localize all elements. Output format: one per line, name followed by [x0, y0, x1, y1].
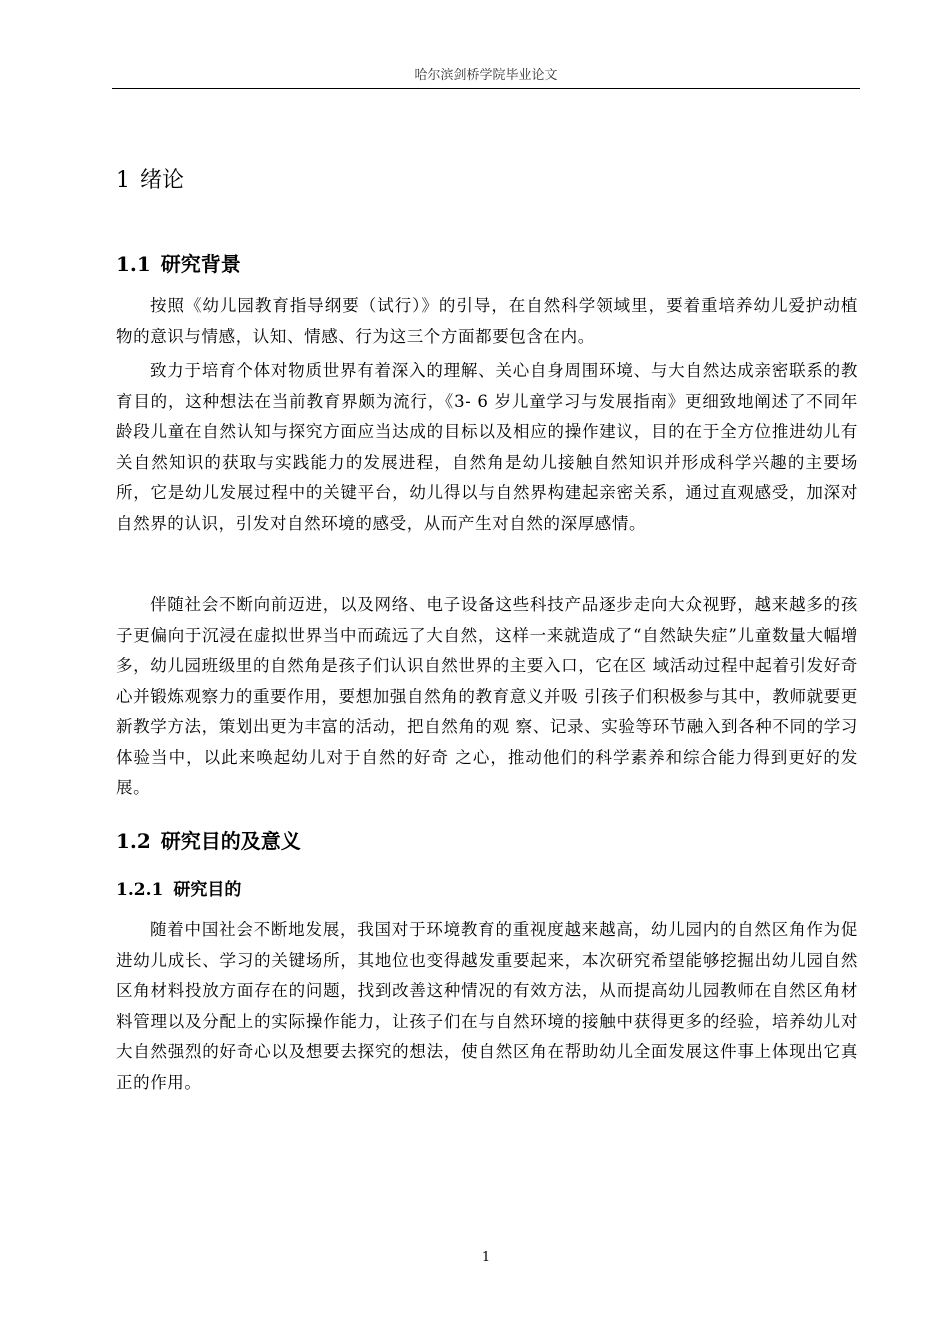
section-1-2-1-title: 研究目的: [173, 880, 242, 900]
section-1-1-heading: [116, 248, 241, 277]
paragraph: 按照《幼儿园教育指导纲要（试行）》的引导，在自然科学领域里，要着重培养幼儿爱护动植物的意识与情感，认知、情感、行为这三个方面都要包含在内。: [116, 296, 858, 346]
section-1-2-1-heading: [116, 875, 241, 900]
paragraph: 随着中国社会不断地发展，我国对于环境教育的重视度越来越高，幼儿园内的自然区角作为促进幼儿成长、学习的关键场所，其地位也变得越发重要起来，本次研究希望能够挖掘出幼儿园自然区角材料投放方面存在的问题，找到改善这种情况的有效方法，从而提高幼儿园教师在自然区角材料管理以及分配上的实际操作能力，让孩子们在与自然环境的接触中获得更多的经验，培养幼儿对大自然强烈的好奇心以及想要去探究的想法，使自然区角在帮助幼儿全面发展这件事上体现出它真正的作用。: [116, 920, 858, 1092]
chapter-number: 1: [116, 168, 130, 193]
chapter-heading: [116, 163, 184, 194]
page-number: 1: [481, 1250, 491, 1265]
header-rule: [112, 88, 860, 89]
section-1-2-1-number: 1.2.1: [116, 880, 164, 900]
section-1-2-title: 研究目的及意义: [160, 829, 301, 853]
running-header: 哈尔滨剑桥学院毕业论文: [414, 68, 558, 83]
section-1-1-title: 研究背景: [160, 252, 241, 276]
paragraph: 致力于培育个体对物质世界有着深入的理解、关心自身周围环境、与大自然达成亲密联系的教育目的，这种想法在当前教育界颇为流行，《3- 6 岁儿童学习与发展指南》更细致地阐述了不同年龄段儿童在自然认知与探究方面应当达成的目标以及相应的操作建议，目的在于全方位推进幼儿有关自然知识的获取与实践能力的发展进程，自然角是幼儿接触自然知识并形成科学兴趣的主要场所，它是幼儿发展过程中的关键平台，幼儿得以与自然界构建起亲密关系，通过直观感受，加深对自然界的认识，引发对自然环境的感受，从而产生对自然的深厚感情。: [116, 361, 858, 533]
section-1-2-heading: [116, 825, 301, 854]
section-1-1-number: 1.1: [116, 252, 151, 276]
chapter-title: 绪论: [140, 168, 185, 193]
section-1-2-number: 1.2: [116, 829, 151, 853]
paragraph: 伴随社会不断向前迈进，以及网络、电子设备这些科技产品逐步走向大众视野，越来越多的孩子更偏向于沉浸在虚拟世界当中而疏远了大自然，这样一来就造成了“自然缺失症”儿童数量大幅增多，幼儿园班级里的自然角是孩子们认识自然世界的主要入口，它在区 域活动过程中起着引发好奇心并锻炼观察力的重要作用，要想加强自然角的教育意义并吸 引孩子们积极参与其中，教师就要更新教学方法，策划出更为丰富的活动，把自然角的观 察、记录、实验等环节融入到各种不同的学习体验当中，以此来唤起幼儿对于自然的好奇 之心，推动他们的科学素养和综合能力得到更好的发展。: [116, 595, 858, 797]
